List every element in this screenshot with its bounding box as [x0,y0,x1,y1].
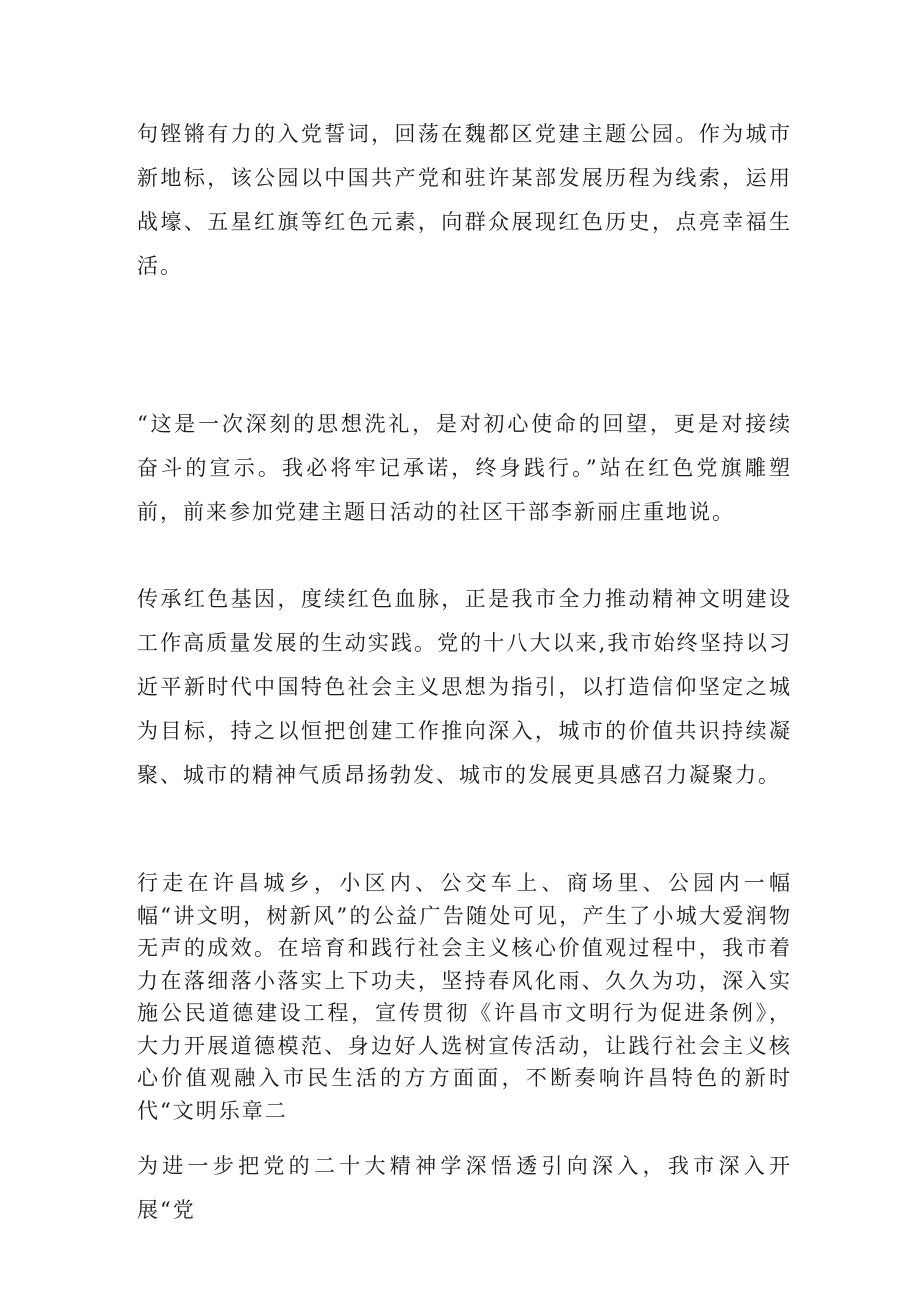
paragraph-twentieth-congress: 为进一步把党的二十大精神学深悟透引向深入，我市深入开展“党 [137,1154,792,1222]
paragraph-party-park: 句铿锵有力的入党誓词，回荡在魏都区党建主题公园。作为城市新地标，该公园以中国共产党和驻许某部发展历程为线索，运用战壕、五星红旗等红色元素，向群众展现红色历史，点亮幸福生活。 [137,122,792,278]
paragraph-civilization: 行走在许昌城乡，小区内、公交车上、商场里、公园内一幅幅“讲文明，树新风”的公益广告随处可见，产生了小城大爱润物无声的成效。在培育和践行社会主义核心价值观过程中，我市着力在落细落小落实上下功夫，坚持春风化雨、久久为功，深入实施公民道德建设工程，宣传贯彻《许昌市文明行为促进条例》，大力开展道德模范、身边好人选树宣传活动，让践行社会主义核心价值观融入市民生活的方方面面，不断奏响许昌特色的新时代“文明乐章二 [137,871,792,1123]
paragraph-quote: “这是一次深刻的思想洗礼，是对初心使命的回望，更是对接续奋斗的宣示。我必将牢记承诺，终身践行。”站在红色党旗雕塑前，前来参加党建主题日活动的社区干部李新丽庄重地说。 [137,412,792,524]
paragraph-red-gene: 传承红色基因，度续红色血脉，正是我市全力推动精神文明建设工作高质量发展的生动实践。党的十八大以来,我市始终坚持以习近平新时代中国特色社会主义思想为指引，以打造信仰坚定之城为目标，持之以恒把创建工作推向深入，城市的价值共识持续凝聚、城市的精神气质昂扬勃发、城市的发展更具感召力凝聚力。 [137,587,792,787]
